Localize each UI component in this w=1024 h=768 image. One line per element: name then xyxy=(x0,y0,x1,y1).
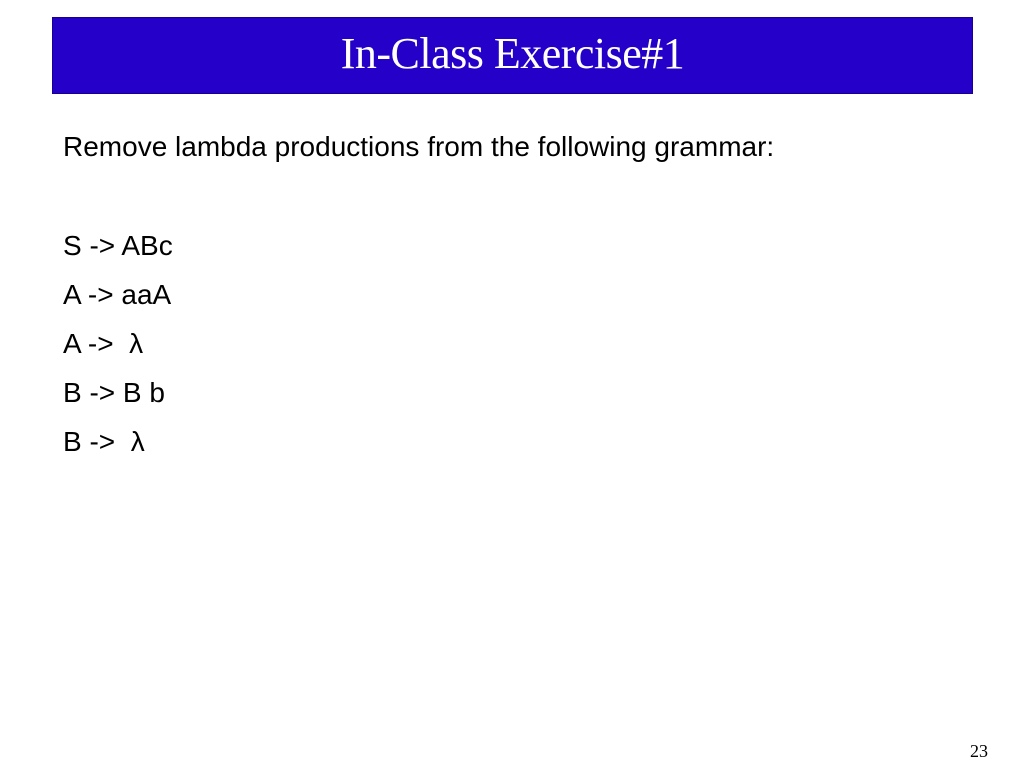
production-rule: B -> B b xyxy=(63,377,165,408)
production-rule: A -> aaA xyxy=(63,279,172,310)
title-banner xyxy=(52,17,973,94)
production-rule: B -> λ xyxy=(63,426,145,457)
production-rule: S -> ABc xyxy=(63,230,173,261)
instruction-text: Remove lambda productions from the following grammar: xyxy=(63,131,775,162)
production-rule: A -> λ xyxy=(63,328,144,359)
slide-title: In-Class Exercise#1 xyxy=(340,29,685,78)
page-number: 23 xyxy=(970,741,988,761)
